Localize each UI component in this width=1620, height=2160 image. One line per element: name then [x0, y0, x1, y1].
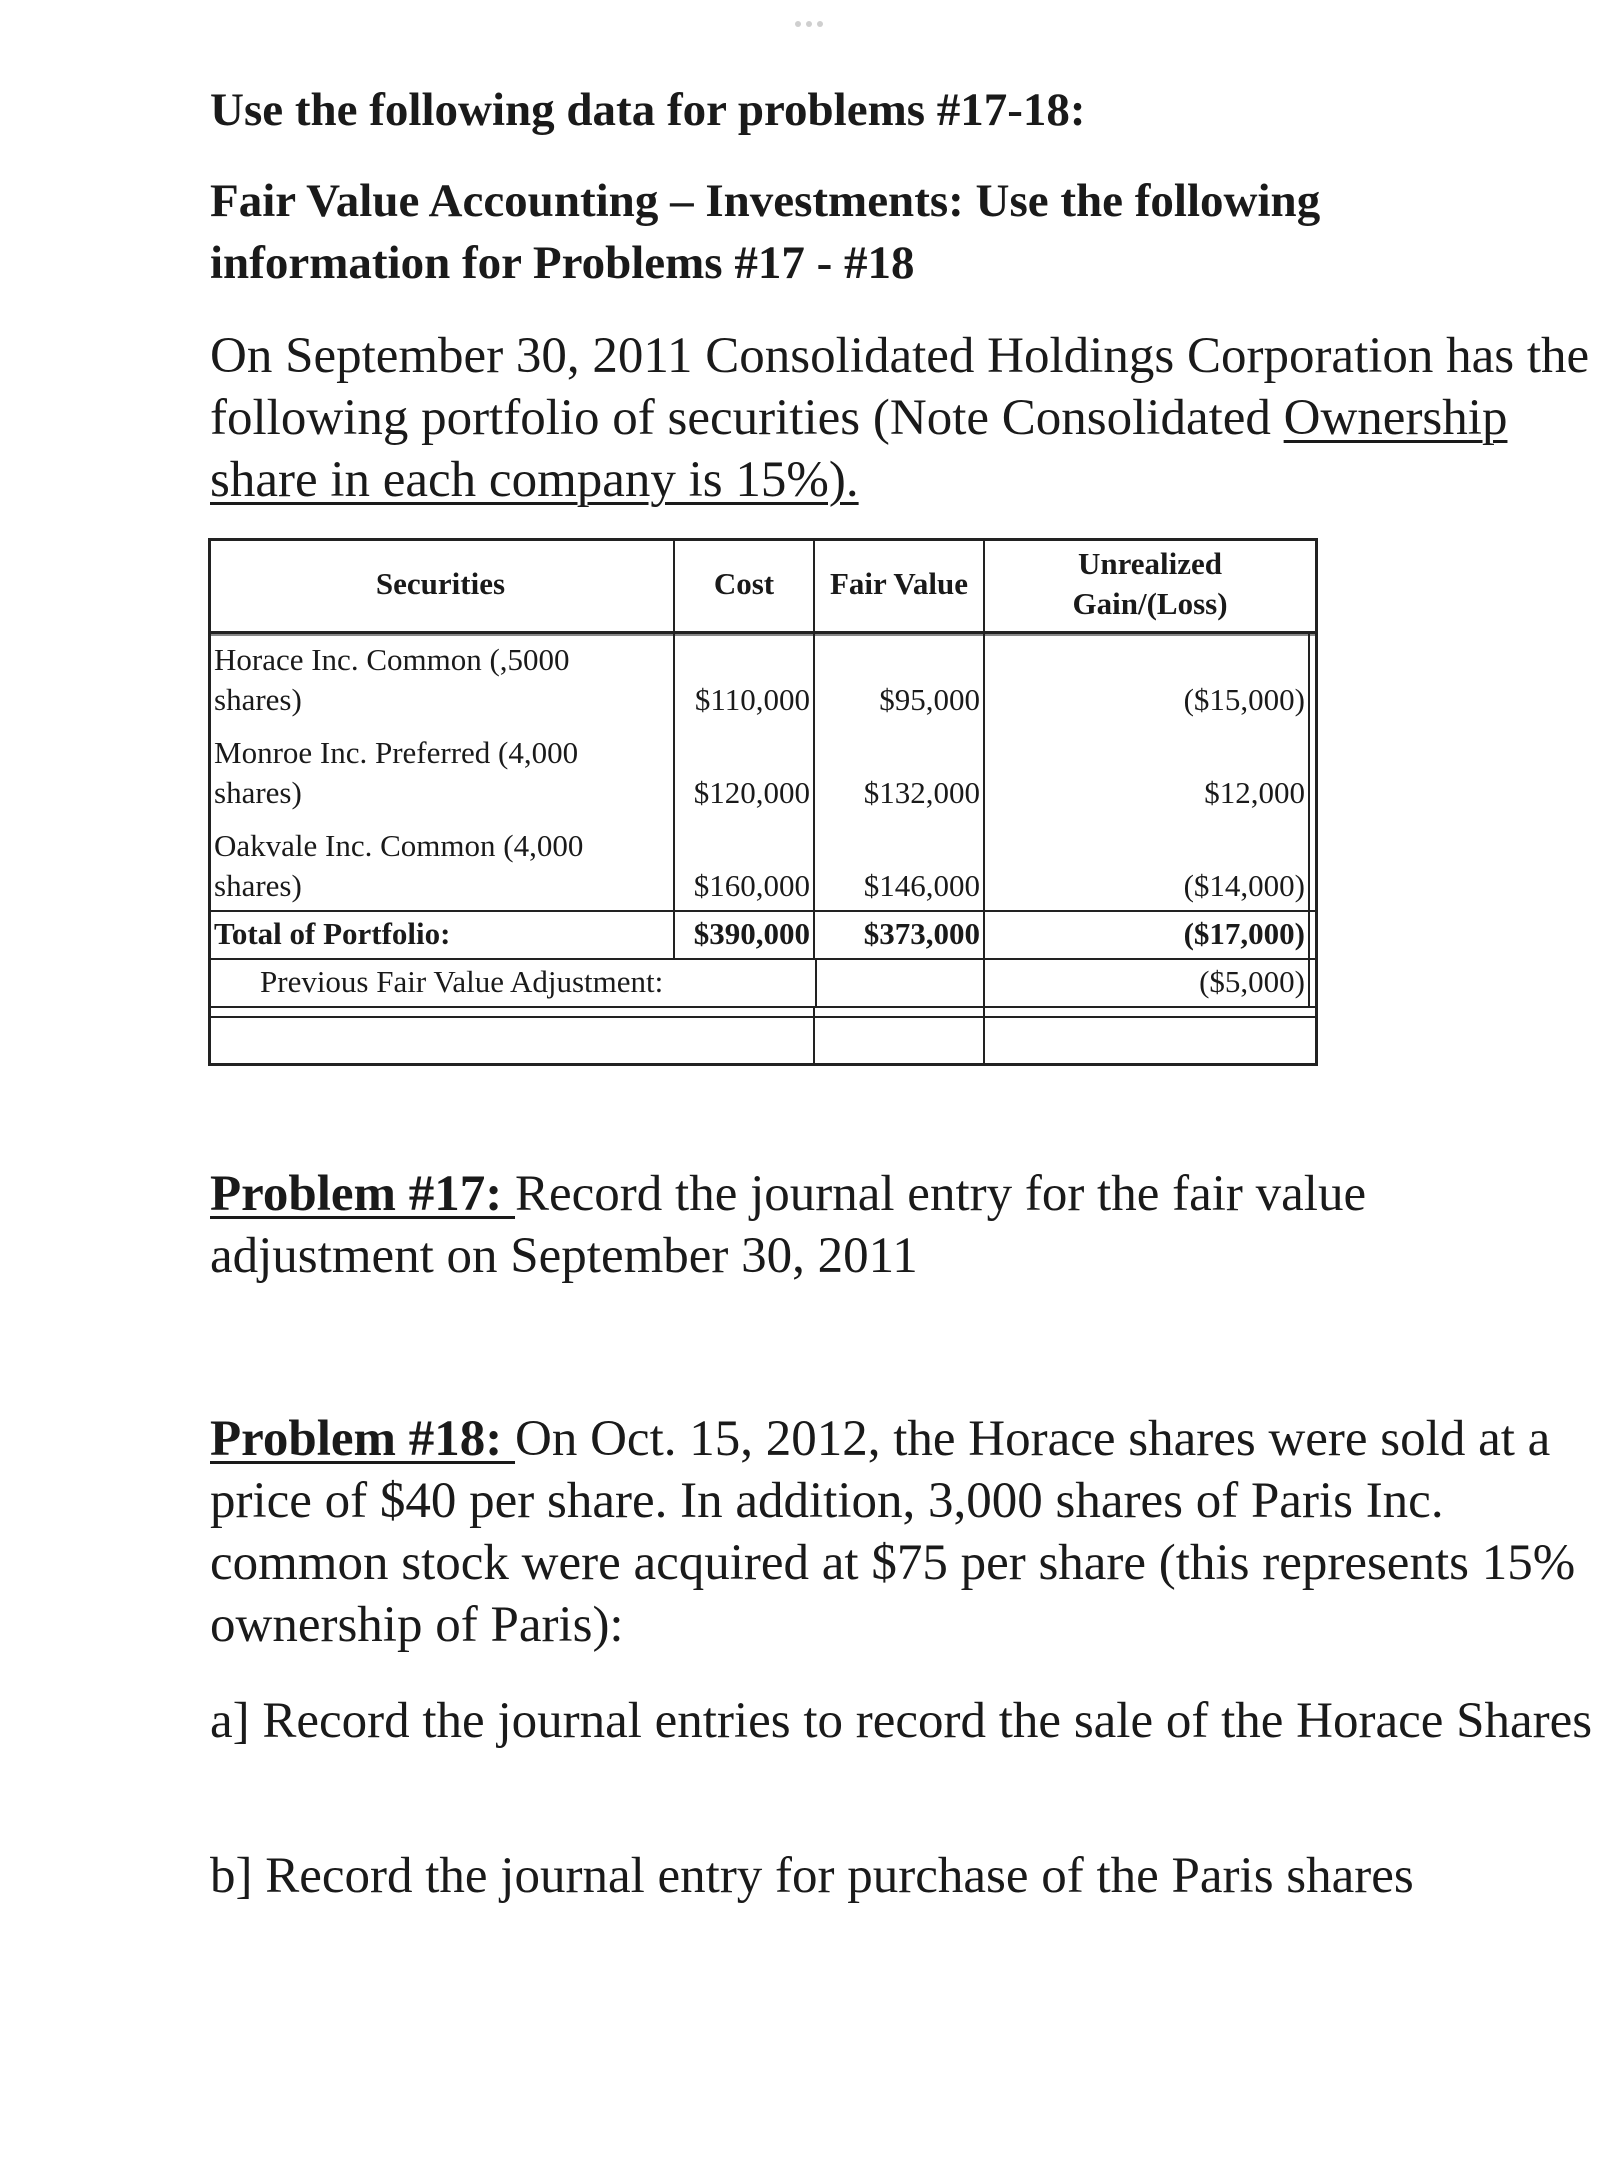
row-3-fair-value: $146,000: [863, 868, 980, 903]
problem-17: [210, 1163, 1600, 1287]
more-dots-icon: [795, 14, 835, 24]
header-cost: Cost: [713, 566, 775, 601]
problem-18-part-b: b] Record the journal entry for purchase of the Paris shares: [210, 1848, 1414, 1904]
total-fair-value: $373,000: [863, 916, 980, 951]
problem-18-text: On Oct. 15, 2012, the Horace shares were sold at a price of $40 per share. In addition, 3,000 shares of Paris Inc. common stock were acquired at $75 per share (this represents 15% ownership of Paris):: [210, 1411, 1576, 1653]
header-gain-line2: Gain/(Loss): [1072, 586, 1228, 621]
row-3-name-line2: shares): [214, 868, 302, 903]
heading: Use the following data for problems #17-18:: [210, 84, 1086, 136]
row-2-fair-value: $132,000: [863, 775, 980, 810]
row-2-gain: $12,000: [1204, 775, 1305, 810]
header-gain-line1: Unrealized: [1077, 546, 1223, 581]
row-3-gain: ($14,000): [1183, 868, 1305, 903]
total-gain: ($17,000): [1183, 916, 1305, 951]
problem-18: [210, 1408, 1610, 1656]
previous-adjustment-label: Previous Fair Value Adjustment:: [260, 964, 664, 999]
intro-underlined-text: Ownership share in each company is 15%).: [210, 390, 1508, 508]
header-securities: Securities: [375, 566, 506, 601]
row-1-gain: ($15,000): [1183, 682, 1305, 717]
row-2-name-line2: shares): [214, 775, 302, 810]
row-2-name-line1: Monroe Inc. Preferred (4,000: [214, 735, 579, 770]
previous-adjustment-gain: ($5,000): [1199, 964, 1305, 999]
row-1-cost: $110,000: [694, 682, 810, 717]
problem-17-text: Record the journal entry for the fair value adjustment on September 30, 2011: [210, 1166, 1367, 1284]
intro-paragraph: [210, 325, 1600, 511]
problem-18-part-a: a] Record the journal entries to record the sale of the Horace Shares: [210, 1693, 1593, 1749]
total-label: Total of Portfolio:: [214, 916, 451, 951]
row-3-name-line1: Oakvale Inc. Common (4,000: [214, 828, 584, 863]
problem-18-label: Problem #18:: [210, 1411, 516, 1467]
total-cost: $390,000: [693, 916, 810, 951]
subheading: Fair Value Accounting – Investments: Use the following information for Problems #17 - #18: [210, 175, 1321, 289]
row-1-name-line1: Horace Inc. Common (,5000: [214, 642, 570, 677]
row-2-cost: $120,000: [693, 775, 810, 810]
intro-text: On September 30, 2011 Consolidated Holdings Corporation has the following portfolio of securities (Note Consolidated: [210, 328, 1590, 446]
row-3-cost: $160,000: [693, 868, 810, 903]
row-1-fair-value: $95,000: [879, 682, 980, 717]
header-fair-value: Fair Value: [829, 566, 969, 601]
portfolio-table: [208, 538, 1318, 1066]
row-1-name-line2: shares): [214, 682, 302, 717]
problem-17-label: Problem #17:: [210, 1166, 516, 1222]
